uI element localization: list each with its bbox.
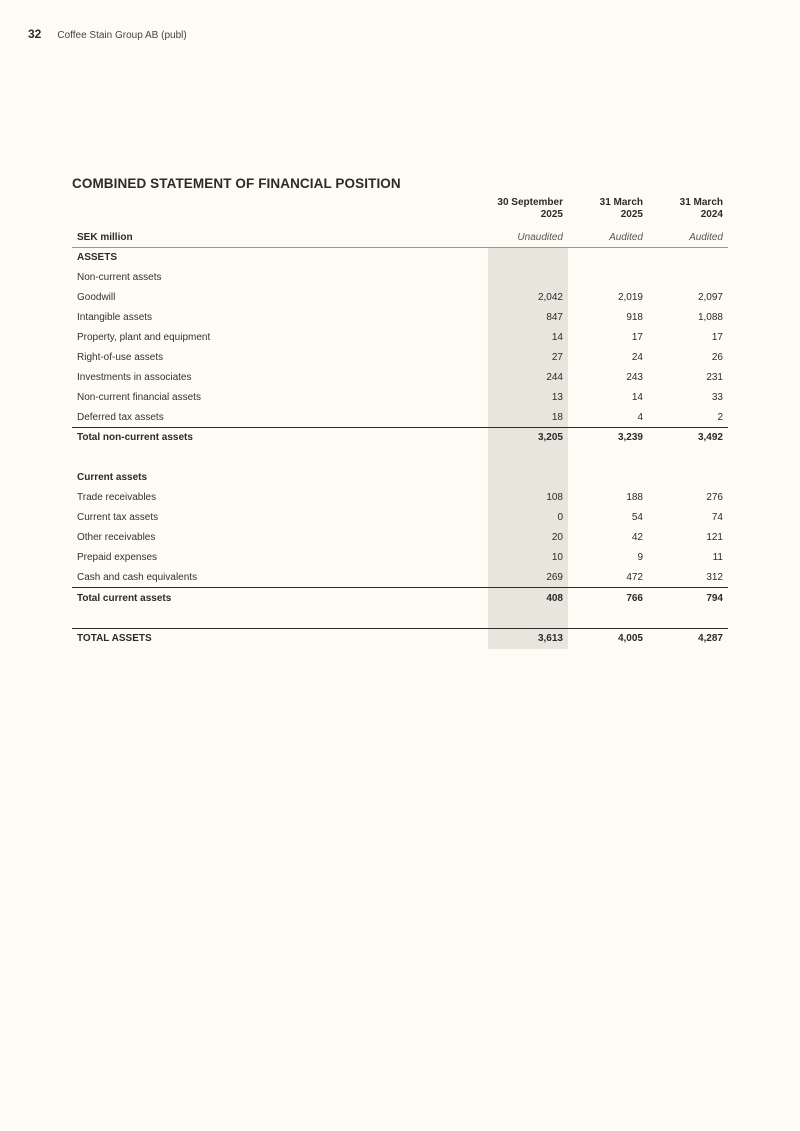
row-value-0 xyxy=(488,468,568,488)
row-label xyxy=(72,608,488,628)
table-row xyxy=(72,527,728,547)
row-value-2 xyxy=(648,608,728,628)
row-label: Current assets xyxy=(77,472,148,484)
financial-position-table xyxy=(72,197,728,649)
page-number: 32 xyxy=(28,27,42,41)
column-status-header-row xyxy=(72,227,728,248)
row-value-0: 269 xyxy=(488,567,568,587)
row-value-0 xyxy=(488,608,568,628)
row-value-2: 2 xyxy=(717,411,723,423)
row-value-2: 26 xyxy=(711,351,723,363)
row-label: Prepaid expenses xyxy=(77,551,158,563)
row-value-0: 10 xyxy=(488,547,568,567)
row-value-1: 243 xyxy=(626,371,643,383)
audit-status-sep-2025: Unaudited xyxy=(488,227,568,248)
row-value-0: 13 xyxy=(488,387,568,407)
header-empty-cell xyxy=(72,197,488,227)
company-name: Coffee Stain Group AB (publ) xyxy=(57,30,187,41)
table-row xyxy=(72,488,728,508)
row-value-2: 794 xyxy=(648,588,728,608)
row-value-1: 14 xyxy=(631,391,643,403)
total-row-assets xyxy=(72,628,728,648)
row-value-2: 121 xyxy=(706,531,723,543)
row-label: Property, plant and equipment xyxy=(77,332,211,343)
row-label: Total non-current assets xyxy=(72,428,488,448)
row-value-1: 42 xyxy=(631,531,643,543)
row-value-2: 2,097 xyxy=(697,292,723,304)
table-row xyxy=(72,367,728,387)
row-value-1: 766 xyxy=(568,588,648,608)
subsection-heading-current xyxy=(72,468,728,488)
row-value-0: 0 xyxy=(488,508,568,528)
row-label: Right-of-use assets xyxy=(77,351,164,363)
row-label: Cash and cash equivalents xyxy=(77,571,198,583)
section-heading-assets xyxy=(72,248,728,268)
row-label: Current tax assets xyxy=(77,512,159,524)
row-label: Other receivables xyxy=(77,531,156,543)
financial-statement xyxy=(72,176,728,649)
row-value-1 xyxy=(568,268,648,288)
row-value-1 xyxy=(568,448,648,468)
row-label: Non-current assets xyxy=(77,272,162,284)
table-row xyxy=(72,328,728,348)
row-value-2 xyxy=(648,468,728,488)
table-row xyxy=(72,288,728,308)
row-value-0: 408 xyxy=(488,588,568,608)
row-value-1: 2,019 xyxy=(617,292,643,304)
row-value-0: 20 xyxy=(488,527,568,547)
row-value-1: 3,239 xyxy=(568,428,648,448)
row-value-0 xyxy=(488,448,568,468)
row-value-2 xyxy=(648,268,728,288)
row-label: TOTAL ASSETS xyxy=(72,628,488,648)
row-value-1: 472 xyxy=(626,571,643,583)
row-label: Non-current financial assets xyxy=(77,391,201,403)
row-value-0 xyxy=(488,268,568,288)
row-value-2 xyxy=(648,248,728,268)
audit-status-mar-2025: Audited xyxy=(568,227,648,248)
spacer-row xyxy=(72,608,728,628)
column-header-sep-2025: 30 September 2025 xyxy=(497,197,563,220)
unit-label: SEK million xyxy=(72,227,488,248)
row-value-2: 312 xyxy=(706,571,723,583)
row-value-1: 4,005 xyxy=(568,628,648,648)
page-header xyxy=(28,27,187,41)
column-header-mar-2024: 31 March 2024 xyxy=(679,197,723,220)
total-row-non-current xyxy=(72,428,728,448)
row-value-2: 11 xyxy=(712,551,723,563)
row-value-2: 1,088 xyxy=(697,312,723,324)
row-value-0: 18 xyxy=(488,407,568,427)
row-value-0 xyxy=(488,248,568,268)
row-value-1 xyxy=(568,468,648,488)
row-value-2: 33 xyxy=(711,391,723,403)
row-label xyxy=(72,448,488,468)
total-row-current xyxy=(72,588,728,608)
row-value-1 xyxy=(568,248,648,268)
row-value-0: 244 xyxy=(488,367,568,387)
row-value-2: 276 xyxy=(706,492,723,504)
row-value-0: 3,613 xyxy=(488,628,568,648)
row-label: Total current assets xyxy=(72,588,488,608)
row-label: Trade receivables xyxy=(77,492,157,504)
row-label: Deferred tax assets xyxy=(77,411,164,423)
table-row xyxy=(72,387,728,407)
row-value-0: 3,205 xyxy=(488,428,568,448)
table-row xyxy=(72,547,728,567)
row-value-0: 108 xyxy=(488,488,568,508)
row-label: Intangible assets xyxy=(77,312,153,324)
row-value-1: 188 xyxy=(626,492,643,504)
table-row xyxy=(72,407,728,427)
statement-title: COMBINED STATEMENT OF FINANCIAL POSITION xyxy=(72,176,401,191)
row-value-1: 9 xyxy=(637,551,643,563)
table-row xyxy=(72,508,728,528)
row-value-0: 2,042 xyxy=(488,288,568,308)
column-header-mar-2025: 31 March 2025 xyxy=(599,197,643,220)
row-value-2: 3,492 xyxy=(648,428,728,448)
row-value-1: 4 xyxy=(637,411,643,423)
spacer-row xyxy=(72,448,728,468)
table-row xyxy=(72,567,728,587)
table-row xyxy=(72,308,728,328)
row-value-1: 17 xyxy=(631,332,643,343)
row-value-1: 24 xyxy=(631,351,643,363)
row-value-2 xyxy=(648,448,728,468)
row-value-1: 918 xyxy=(626,312,643,324)
table-row xyxy=(72,347,728,367)
row-value-2: 4,287 xyxy=(648,628,728,648)
column-date-header-row xyxy=(72,197,728,227)
table-body xyxy=(72,248,728,649)
row-label: ASSETS xyxy=(77,252,118,264)
row-value-0: 847 xyxy=(488,308,568,328)
row-value-0: 27 xyxy=(488,347,568,367)
subsection-heading-non-current xyxy=(72,268,728,288)
row-value-2: 74 xyxy=(711,512,723,524)
row-label: Investments in associates xyxy=(77,371,192,383)
row-label: Goodwill xyxy=(77,292,116,304)
audit-status-mar-2024: Audited xyxy=(648,227,728,248)
row-value-2: 17 xyxy=(711,332,723,343)
row-value-0: 14 xyxy=(488,328,568,348)
row-value-2: 231 xyxy=(706,371,723,383)
row-value-1 xyxy=(568,608,648,628)
row-value-1: 54 xyxy=(631,512,643,524)
